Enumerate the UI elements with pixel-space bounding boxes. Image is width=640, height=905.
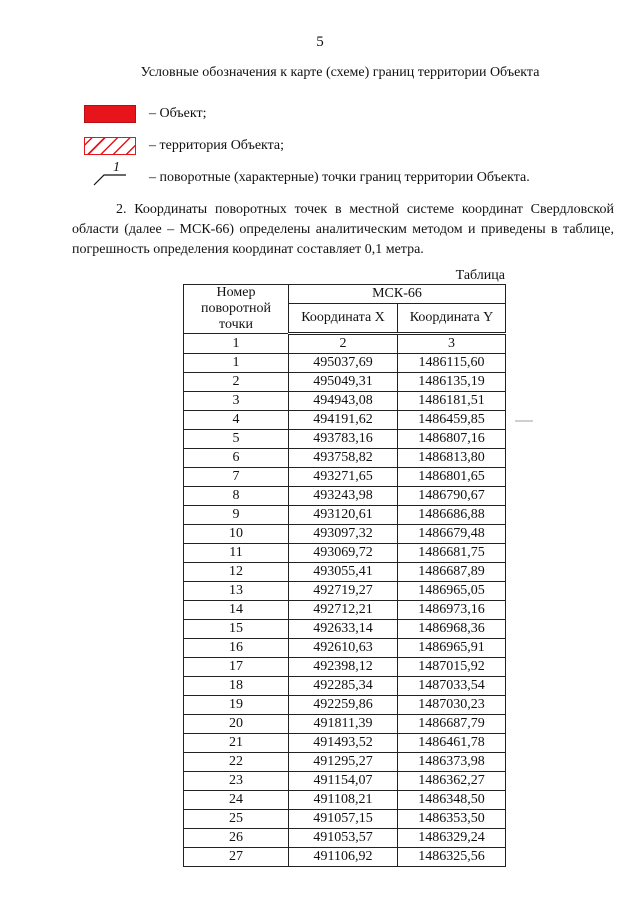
table-cell: 14	[184, 601, 289, 620]
table-cell: 17	[184, 658, 289, 677]
table-cell: 491493,52	[289, 734, 398, 753]
table-cell: 2	[184, 373, 289, 392]
table-row	[184, 677, 506, 696]
table-cell: 1486968,36	[398, 620, 506, 639]
table-cell: 492398,12	[289, 658, 398, 677]
table-row	[184, 601, 506, 620]
table-cell: 492633,14	[289, 620, 398, 639]
table-row	[184, 582, 506, 601]
legend-label: – поворотные (характерные) точки границ территории Объекта.	[149, 170, 530, 185]
table-cell: 491057,15	[289, 810, 398, 829]
turning-point-marker-icon	[84, 160, 136, 187]
table-row	[184, 354, 506, 373]
table-cell: 1	[184, 334, 289, 354]
table-cell: 1487030,23	[398, 696, 506, 715]
table-row	[184, 734, 506, 753]
legend-item-object	[84, 104, 206, 124]
table-row	[184, 791, 506, 810]
table-cell: 4	[184, 411, 289, 430]
legend-title: Условные обозначения к карте (схеме) границ территории Объекта	[140, 65, 540, 80]
table-cell: 1486687,79	[398, 715, 506, 734]
table-row	[184, 772, 506, 791]
table-cell: 1486353,50	[398, 810, 506, 829]
coordinates-paragraph: 2. Координаты поворотных точек в местной системе координат Свердловской области (далее – МСК-66) определены аналитическим методом и приведены в таблице, погрешность определения координат составляет 0,1 метра.	[72, 202, 614, 257]
table-cell: 491154,07	[289, 772, 398, 791]
table-cell: 1487015,92	[398, 658, 506, 677]
table-cell: 24	[184, 791, 289, 810]
table-cell: 1486681,75	[398, 544, 506, 563]
table-cell: 1486679,48	[398, 525, 506, 544]
table-cell: 492610,63	[289, 639, 398, 658]
table-cell: 1486329,24	[398, 829, 506, 848]
table-row	[184, 373, 506, 392]
table-cell: 1486459,85	[398, 411, 506, 430]
table-cell: 1486965,05	[398, 582, 506, 601]
table-cell: 27	[184, 848, 289, 867]
table-cell: 19	[184, 696, 289, 715]
table-cell: 9	[184, 506, 289, 525]
table-cell: 1486807,16	[398, 430, 506, 449]
table-cell: 491053,57	[289, 829, 398, 848]
table-row	[184, 487, 506, 506]
column-header-y: Координата Y	[398, 304, 506, 334]
table-cell: 11	[184, 544, 289, 563]
table-cell: 1486325,56	[398, 848, 506, 867]
table-caption: Таблица	[455, 268, 505, 283]
column-number-row	[184, 334, 506, 354]
table-cell: 491108,21	[289, 791, 398, 810]
table-cell: 8	[184, 487, 289, 506]
table-row	[184, 544, 506, 563]
table-cell: 1486813,80	[398, 449, 506, 468]
coordinates-table	[183, 284, 506, 867]
table-cell: 1486348,50	[398, 791, 506, 810]
table-cell: 1486965,91	[398, 639, 506, 658]
table-cell: 491106,92	[289, 848, 398, 867]
table-cell: 10	[184, 525, 289, 544]
marker-label: 1	[113, 160, 120, 175]
table-cell: 1486801,65	[398, 468, 506, 487]
table-cell: 3	[398, 334, 506, 354]
table-cell: 3	[184, 392, 289, 411]
table-row	[184, 468, 506, 487]
table-cell: 493783,16	[289, 430, 398, 449]
table-cell: 1486461,78	[398, 734, 506, 753]
table-row	[184, 411, 506, 430]
red-hatched-rectangle-icon	[84, 137, 136, 155]
legend-item-territory	[84, 136, 284, 156]
table-cell: 6	[184, 449, 289, 468]
table-cell: 1486181,51	[398, 392, 506, 411]
column-header-point-number: Номер поворотной точки	[184, 285, 289, 334]
table-row	[184, 715, 506, 734]
table-cell: 493069,72	[289, 544, 398, 563]
table-cell: 22	[184, 753, 289, 772]
table-row	[184, 563, 506, 582]
table-row	[184, 620, 506, 639]
table-cell: 13	[184, 582, 289, 601]
table-row	[184, 449, 506, 468]
legend-item-turning-points	[84, 160, 530, 188]
table-cell: 491295,27	[289, 753, 398, 772]
table-cell: 1486686,88	[398, 506, 506, 525]
table-cell: 23	[184, 772, 289, 791]
table-row	[184, 753, 506, 772]
table-cell: 1486115,60	[398, 354, 506, 373]
table-cell: 493758,82	[289, 449, 398, 468]
table-row	[184, 639, 506, 658]
table-cell: 493120,61	[289, 506, 398, 525]
table-cell: 1486973,16	[398, 601, 506, 620]
table-row	[184, 506, 506, 525]
table-row	[184, 829, 506, 848]
table-cell: 494943,08	[289, 392, 398, 411]
table-cell: 493055,41	[289, 563, 398, 582]
table-cell: 1486373,98	[398, 753, 506, 772]
table-cell: 2	[289, 334, 398, 354]
table-cell: 1	[184, 354, 289, 373]
table-cell: 492712,21	[289, 601, 398, 620]
column-header-system: МСК-66	[289, 285, 506, 304]
table-row	[184, 696, 506, 715]
table-body	[184, 334, 506, 867]
table-cell: 5	[184, 430, 289, 449]
table-row	[184, 658, 506, 677]
table-cell: 12	[184, 563, 289, 582]
red-filled-rectangle-icon	[84, 105, 136, 123]
table-cell: 7	[184, 468, 289, 487]
table-cell: 492285,34	[289, 677, 398, 696]
page-number: 5	[316, 34, 324, 50]
table-cell: 1487033,54	[398, 677, 506, 696]
table-cell: 20	[184, 715, 289, 734]
table-cell: 494191,62	[289, 411, 398, 430]
table-row	[184, 810, 506, 829]
table-cell: 16	[184, 639, 289, 658]
table-cell: 1486135,19	[398, 373, 506, 392]
scan-artifact	[515, 420, 533, 422]
table-row	[184, 525, 506, 544]
legend-label: – территория Объекта;	[149, 138, 285, 153]
table-cell: 492259,86	[289, 696, 398, 715]
table-cell: 26	[184, 829, 289, 848]
table-row	[184, 392, 506, 411]
table-cell: 493097,32	[289, 525, 398, 544]
table-cell: 492719,27	[289, 582, 398, 601]
table-cell: 495049,31	[289, 373, 398, 392]
table-cell: 21	[184, 734, 289, 753]
table-cell: 491811,39	[289, 715, 398, 734]
table-row	[184, 430, 506, 449]
table-cell: 25	[184, 810, 289, 829]
column-header-x: Координата X	[289, 304, 398, 334]
table-cell: 18	[184, 677, 289, 696]
table-cell: 493243,98	[289, 487, 398, 506]
table-cell: 1486362,27	[398, 772, 506, 791]
table-cell: 493271,65	[289, 468, 398, 487]
table-cell: 1486790,67	[398, 487, 506, 506]
table-cell: 15	[184, 620, 289, 639]
table-cell: 1486687,89	[398, 563, 506, 582]
table-row	[184, 848, 506, 867]
legend-label: – Объект;	[149, 106, 207, 121]
table-cell: 495037,69	[289, 354, 398, 373]
